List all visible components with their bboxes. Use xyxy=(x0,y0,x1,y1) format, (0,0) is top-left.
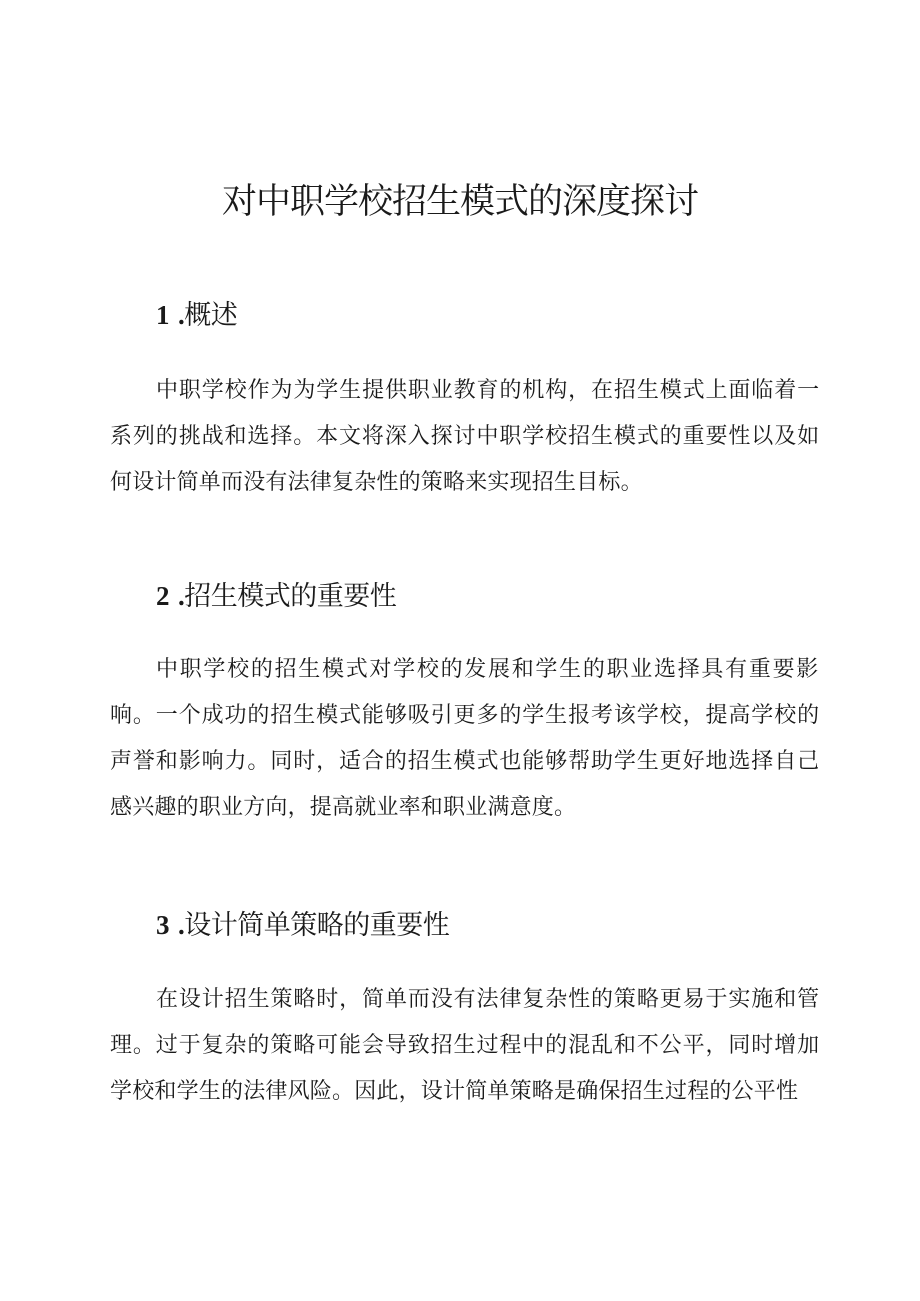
paragraph-line: 系列的挑战和选择。本文将深入探讨中职学校招生模式的重要性以及如 xyxy=(110,424,820,449)
section-number: 2 xyxy=(156,581,169,611)
section-title: 概述 xyxy=(184,300,238,331)
section-heading-simple-strategy xyxy=(156,907,449,944)
document-title: 对中职学校招生模式的深度探讨 xyxy=(221,182,698,222)
section-paragraph-simple-strategy xyxy=(110,977,820,1115)
section-number-dot: . xyxy=(178,300,185,330)
paragraph-line: 理。过于复杂的策略可能会导致招生过程中的混乱和不公平，同时增加 xyxy=(110,1033,820,1058)
paragraph-line: 中职学校的招生模式对学校的发展和学生的职业选择具有重要影 xyxy=(156,657,820,682)
paragraph-line: 中职学校作为为学生提供职业教育的机构，在招生模式上面临着一 xyxy=(156,378,820,403)
section-number-dot: . xyxy=(178,581,185,611)
paragraph-line: 在设计招生策略时，简单而没有法律复杂性的策略更易于实施和管 xyxy=(156,987,820,1012)
section-number-dot: . xyxy=(178,910,185,940)
section-heading-overview xyxy=(156,297,237,334)
section-title: 招生模式的重要性 xyxy=(184,581,397,612)
section-title: 设计简单策略的重要性 xyxy=(184,910,450,941)
section-number: 3 xyxy=(156,910,169,940)
section-number: 1 xyxy=(156,300,169,330)
paragraph-line: 声誉和影响力。同时，适合的招生模式也能够帮助学生更好地选择自己 xyxy=(110,749,820,774)
section-paragraph-importance xyxy=(110,647,820,831)
paragraph-line: 感兴趣的职业方向，提高就业率和职业满意度。 xyxy=(110,795,577,820)
section-paragraph-overview xyxy=(110,368,820,506)
paragraph-line: 响。一个成功的招生模式能够吸引更多的学生报考该学校，提高学校的 xyxy=(110,703,820,728)
paragraph-line: 何设计简单而没有法律复杂性的策略来实现招生目标。 xyxy=(110,470,643,495)
paragraph-line: 学校和学生的法律风险。因此，设计简单策略是确保招生过程的公平性 xyxy=(110,1079,799,1104)
section-heading-importance xyxy=(156,578,396,615)
